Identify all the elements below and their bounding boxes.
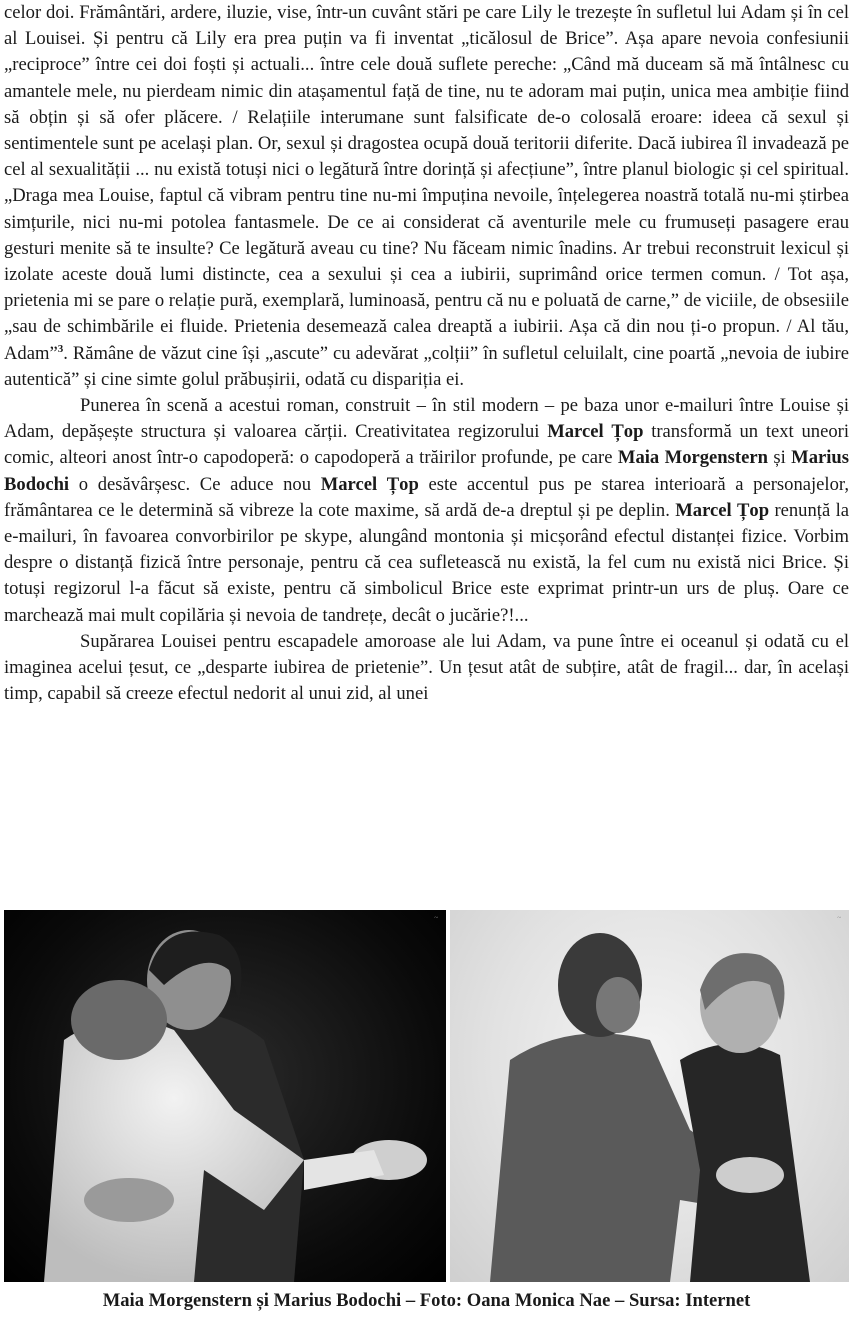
watermark: ~ [434, 914, 438, 922]
watermark: ~ [837, 914, 841, 922]
bold-name: Marcel Țop [675, 499, 770, 521]
paragraph [4, 393, 849, 629]
photo-dance-figures [450, 910, 849, 1282]
photo-dance [450, 910, 849, 1282]
bold-name: Marius Bodochi [4, 447, 850, 495]
text-run: transformă un text uneori comic, alteori anost într-o capodoperă: o capodoperă a trăirilor profunde, pe care [4, 421, 849, 469]
text-run: celor doi. Frământări, ardere, iluzie, vise, într-un cuvânt stări pe care Lily le trezește în sufletul lui Adam și în cel al Louisei. Și pentru că Lily era prea puțin va fi inventat „ticălosul de Brice”. Așa apare nevoia confesiunii „reciproce” între cei doi foști și actuali... între cele două suflete pereche: „Când mă duceam să mă întâlnesc cu amantele mele, nu pierdeam nimic din atașamentul față de tine, nu te adoram mai puțin, unica mea ambiție fiind să obțin și să ofer plăcere. / Relațiile interumane sunt falsificate de-o colosală eroare: ideea că sexul și sentimentele sunt pe același plan. Or, sexul și dragostea ocupă două teritorii diferite. Dacă iubirea îl invadează pe cel al sexualității ... nu există totuși nici o legătură între dorință și afecțiune”, între planul biologic și cel spiritual. „Draga mea Louise, faptul că vibram pentru tine nu-mi împuțina nevoile, înțelegerea noastră totală nu-mi știrbea simțurile, nici nu-mi potolea fantasmele. De ce ai considerat că aventurile mele cu frumuseți pasagere erau gesturi menite să te insulte? Ce legătură aveau cu tine? Nu făceam nimic înadins. Ar trebui reconstruit lexicul și izolate aceste două lumi distincte, cea a sexului și cea a iubirii, suprimând orice termen comun. / Tot așa, prietenia mi se pare o relație pură, exemplară, luminoasă, pentru că nu e poluată de carne,” de viciile, de obsesiile „sau de schimbările ei fluide. Prietenia desemează calea dreaptă a iubirii. Așa că din nou ți-o propun. / Al tău, Adam” [4, 2, 849, 364]
article-text [4, 0, 849, 707]
bold-name: Maia Morgenstern [617, 447, 768, 469]
photo-caption: Maia Morgenstern și Marius Bodochi – Foto: Oana Monica Nae – Sursa: Internet [102, 1290, 751, 1311]
text-run: . Rămâne de văzut cine își „ascute” cu adevărat „colții” în sufletul celuilalt, cine poartă „nevoia de iubire autentică” și cine simte golul prăbușirii, odată cu dispariția ei. [4, 342, 849, 390]
photo-embrace [4, 910, 446, 1282]
text-run: Supărarea Louisei pentru escapadele amoroase ale lui Adam, va pune între ei oceanul și odată cu el imaginea acelui țesut, ce „desparte iubirea de prietenie”. Un țesut atât de subțire, atât de fragil... dar, în același timp, capabil să creeze efectul nedorit al unui zid, al unei [4, 630, 849, 705]
text-run: este accentul pus pe starea interioară a personajelor, frământarea ce le determină să vibreze la cote maxime, să ardă de-a dreptul și pe deplin. [4, 473, 849, 521]
paragraph [4, 629, 849, 708]
paragraph [4, 0, 849, 393]
text-run: o desăvârșesc. Ce aduce nou [69, 473, 321, 495]
text-run: și [767, 447, 792, 469]
photo-embrace-figures [4, 910, 446, 1282]
photo-strip [4, 910, 849, 1282]
text-run: renunță la e-mailuri, în favoarea convorbirilor pe skype, alungând montonia și micșorând efectul distanței fizice. Vorbim despre o distanță fizică între personaje, pentru că cea sufletească nu există, la fel cum nu există nici Brice. Și totuși regizorul l-a făcut să existe, pentru că simbolicul Brice este exprimat printr-un urs de pluș. Oare ce marchează mai mult copilăria și nevoia de tandrețe, decât o jucărie?!... [4, 499, 849, 626]
bold-name: Marcel Țop [320, 473, 419, 495]
bold-name: Marcel Țop [547, 421, 644, 443]
footnote-ref: 3 [57, 342, 64, 355]
text-run: Punerea în scenă a acestui roman, construit – în stil modern – pe baza unor e-mailuri între Louise și Adam, depășește structura și valoarea cărții. Creativitatea regizorului [4, 395, 849, 443]
